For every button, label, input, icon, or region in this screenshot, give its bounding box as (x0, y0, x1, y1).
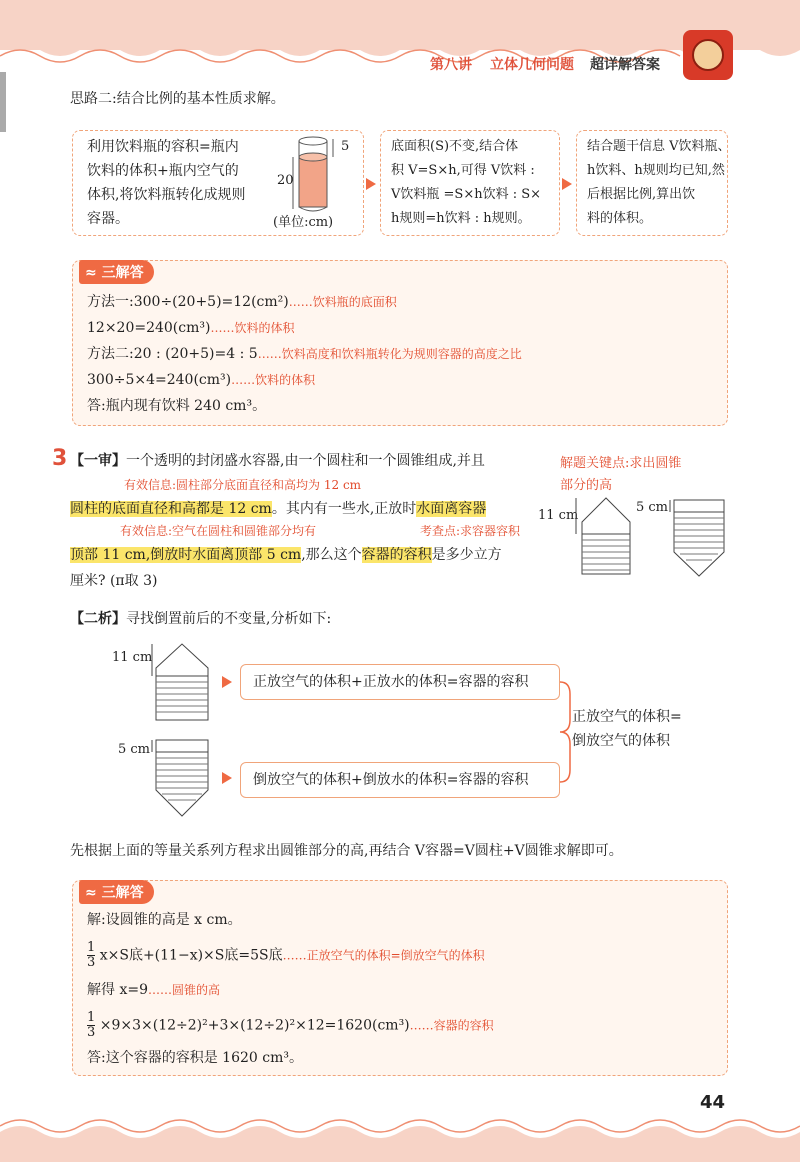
answer-box-1 (72, 260, 728, 426)
fraction-one-third: $\frac{1}{3}$ (87, 1010, 96, 1040)
note-effective-info-2: 有效信息:空气在圆柱和圆锥部分均有 (120, 524, 317, 538)
flow-box-3-line: 结合题干信息 V饮料瓶、 (587, 139, 731, 154)
flow-box-2-line: h规则=h饮料 : h规则。 (391, 211, 531, 226)
flow-arrow (562, 178, 572, 190)
header-lecture: 第八讲 (430, 57, 472, 73)
left-edge-bar (0, 72, 6, 132)
flow-box-1 (72, 130, 364, 236)
answer-tag: ≈ 三解答 (79, 260, 154, 284)
flow-box-3 (576, 130, 731, 236)
bottle-top-label: 5 (341, 139, 350, 154)
flow-box-3-line: h饮料、h规则均已知,然 (587, 163, 725, 178)
equation-box-upright: 正放空气的体积+正放水的体积=容器的容积 (240, 664, 560, 700)
part1-intro: 思路二:结合比例的基本性质求解。 (70, 91, 285, 107)
page-number: 44 (700, 1092, 726, 1113)
problem-line-1: 【一审】一个透明的封闭盛水容器,由一个圆柱和一个圆锥组成,并且 (70, 453, 485, 469)
fraction-one-third: $\frac{1}{3}$ (87, 940, 96, 970)
answer-line: 方法二:20 : (20+5)=4 : 5……饮料高度和饮料瓶转化为规则容器的高度之比 (87, 346, 522, 362)
answer-line: 方法一:300÷(20+5)=12(cm²)……饮料瓶的底面积 (87, 294, 397, 310)
solution-line: $\frac{1}{3}$ x×S底+(11−x)×S底=5S底……正放空气的体积=倒放空气的体积 (87, 940, 485, 970)
answer-line: 300÷5×4=240(cm³)……饮料的体积 (87, 372, 316, 388)
bottle-side-label: 20 (277, 173, 294, 188)
flow-box-1-line: 利用饮料瓶的容积=瓶内 (87, 139, 239, 155)
flow-box-2 (380, 130, 560, 236)
analysis-arrow (222, 772, 232, 784)
answer-box-2 (72, 880, 728, 1076)
answer-tag: ≈ 三解答 (79, 880, 154, 904)
answer-line: 答:瓶内现有饮料 240 cm³。 (87, 398, 267, 414)
solution-line: 答:这个容器的容积是 1620 cm³。 (87, 1050, 303, 1066)
bottle-unit-label: (单位:cm) (273, 215, 334, 230)
solution-line: $\frac{1}{3}$ ×9×3×(12÷2)²+3×(12÷2)²×12=1620(cm³)……容器的容积 (87, 1010, 494, 1040)
solution-line: 解:设圆锥的高是 x cm。 (87, 912, 242, 928)
flow-box-1-line: 容器。 (87, 211, 129, 227)
flow-box-2-line: 积 V=S×h,可得 V饮料 : (391, 163, 535, 178)
problem-line-4: 厘米? (π取 3) (70, 573, 158, 589)
flow-box-2-line: V饮料瓶 =S×h饮料 : S× (391, 187, 542, 202)
note-effective-info-1: 有效信息:圆柱部分底面直径和高均为 12 cm (124, 478, 362, 492)
fig-label-5cm: 5 cm (636, 500, 669, 515)
analysis-arrow (222, 676, 232, 688)
analysis-label-5cm: 5 cm (118, 742, 151, 757)
problem-number: 3 (52, 446, 68, 471)
analysis-intro: 【二析】寻找倒置前后的不变量,分析如下: (70, 611, 332, 627)
method-text: 先根据上面的等量关系列方程求出圆锥部分的高,再结合 V容器=V圆柱+V圆锥求解即可。 (70, 843, 623, 859)
flow-box-3-line: 料的体积。 (587, 211, 653, 226)
keypoint-note: 部分的高 (560, 478, 613, 493)
footer-wave (0, 1112, 800, 1162)
flow-box-1-line: 体积,将饮料瓶转化成规则 (87, 187, 246, 203)
flow-box-2-line: 底面积(S)不变,结合体 (391, 139, 519, 154)
inverted-container-figure (668, 496, 738, 582)
analysis-label-11cm: 11 cm (112, 650, 153, 665)
answer-line: 12×20=240(cm³)……饮料的体积 (87, 320, 295, 336)
problem-line-2: 圆柱的底面直径和高都是 12 cm。其内有一些水,正放时水面离容器 (70, 501, 487, 517)
flow-box-1-line: 饮料的体积+瓶内空气的 (87, 163, 239, 179)
header-book: 超详解答案 (590, 57, 660, 73)
analysis-upright-figure (150, 640, 220, 726)
conclusion-line: 倒放空气的体积 (572, 733, 670, 749)
problem-line-3: 顶部 11 cm,倒放时水面离顶部 5 cm,那么这个容器的容积是多少立方 (70, 547, 502, 563)
flow-arrow (366, 178, 376, 190)
header-wave (0, 38, 800, 78)
solution-line: 解得 x=9……圆锥的高 (87, 982, 220, 998)
seal-logo (683, 30, 733, 80)
equation-box-inverted: 倒放空气的体积+倒放水的体积=容器的容积 (240, 762, 560, 798)
keypoint-note: 解题关键点:求出圆锥 (560, 456, 682, 471)
upright-container-figure (574, 494, 644, 580)
note-exam-point: 考查点:求容器容积 (420, 524, 521, 538)
flow-box-3-line: 后根据比例,算出饮 (587, 187, 696, 202)
conclusion-line: 正放空气的体积= (572, 709, 682, 725)
analysis-inverted-figure (150, 736, 220, 822)
header-topic: 立体几何问题 (490, 57, 574, 73)
fig-label-11cm: 11 cm (538, 508, 579, 523)
